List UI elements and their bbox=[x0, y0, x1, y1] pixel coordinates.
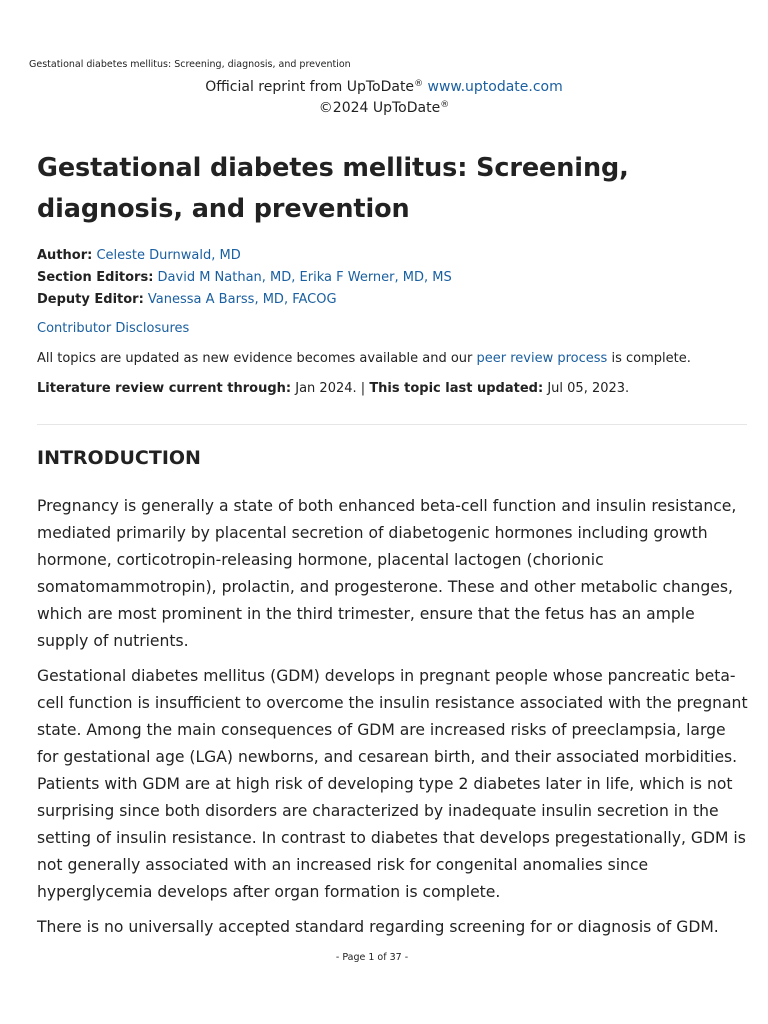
author-row bbox=[37, 245, 749, 267]
lit-review-label: Literature review current through: bbox=[37, 381, 292, 396]
reprint-line-1 bbox=[0, 77, 768, 98]
section-editors-row bbox=[37, 267, 749, 289]
last-updated-label: This topic last updated: bbox=[369, 381, 544, 396]
update-note-prefix: All topics are updated as new evidence becomes available and our bbox=[37, 351, 473, 366]
contributor-disclosures-row bbox=[37, 319, 749, 339]
deputy-editor-label: Deputy Editor: bbox=[37, 292, 144, 307]
introduction-paragraph-2: Gestational diabetes mellitus (GDM) develops in pregnant people whose pancreatic beta-cell function is insufficient to overcome the insulin resistance associated with the pregnant state. Among the main consequences of GDM are increased risks of preeclampsia, large for gestational age (LGA) newborns, and cesarean birth, and their associated morbidities. Patients with GDM are at high risk of developing type 2 diabetes later in life, which is not surprising since both disorders are characterized by inadequate insulin secretion in the setting of insulin resistance. In contrast to diabetes that develops pregestationally, GDM is not generally associated with an increased risk for congenital anomalies since hyperglycemia develops after organ formation is complete. bbox=[37, 667, 748, 901]
introduction-heading: INTRODUCTION bbox=[37, 447, 201, 469]
section-editors-label: Section Editors: bbox=[37, 270, 154, 285]
article-credits bbox=[37, 245, 749, 311]
article-title: Gestational diabetes mellitus: Screening, diagnosis, and prevention bbox=[37, 153, 629, 224]
lit-review-value: Jan 2024. bbox=[295, 381, 357, 396]
page-number: - Page 1 of 37 - bbox=[335, 952, 409, 963]
reprint-notice bbox=[0, 77, 768, 119]
update-note-suffix: is complete. bbox=[611, 351, 691, 366]
peer-review-process-link[interactable]: peer review process bbox=[476, 351, 608, 366]
update-policy-note bbox=[37, 349, 749, 369]
running-header: Gestational diabetes mellitus: Screening, diagnosis, and prevention bbox=[29, 59, 351, 70]
deputy-editor-link[interactable]: Vanessa A Barss, MD, FACOG bbox=[147, 292, 337, 307]
uptodate-url-link[interactable]: www.uptodate.com bbox=[427, 79, 563, 95]
registered-mark-2: ® bbox=[440, 100, 450, 110]
section-divider bbox=[37, 424, 747, 425]
reprint-line-2 bbox=[0, 98, 768, 119]
introduction-paragraph-1: Pregnancy is generally a state of both enhanced beta-cell function and insulin resistance, mediated primarily by placental secretion of diabetogenic hormones including growth hormone, corticotropin-releasing hormone, placental lactogen (chorionic somatomammotropin), prolactin, and progesterone. These and other metabolic changes, which are most prominent in the third trimester, ensure that the fetus has an ample supply of nutrients. bbox=[37, 497, 737, 650]
author-link[interactable]: Celeste Durnwald, MD bbox=[96, 248, 241, 263]
reprint-source: Official reprint from UpToDate bbox=[205, 79, 415, 95]
article bbox=[37, 148, 749, 941]
registered-mark: ® bbox=[414, 79, 424, 89]
review-separator: | bbox=[360, 381, 366, 396]
author-label: Author: bbox=[37, 248, 93, 263]
contributor-disclosures-link[interactable]: Contributor Disclosures bbox=[37, 321, 190, 336]
deputy-editor-row bbox=[37, 289, 749, 311]
copyright-text: ©2024 UpToDate bbox=[318, 100, 441, 116]
last-updated-value: Jul 05, 2023. bbox=[547, 381, 630, 396]
section-editors-link[interactable]: David M Nathan, MD, Erika F Werner, MD, MS bbox=[157, 270, 452, 285]
introduction-paragraph-3: There is no universally accepted standard regarding screening for or diagnosis of GDM. bbox=[37, 918, 719, 936]
review-dates bbox=[37, 379, 749, 399]
